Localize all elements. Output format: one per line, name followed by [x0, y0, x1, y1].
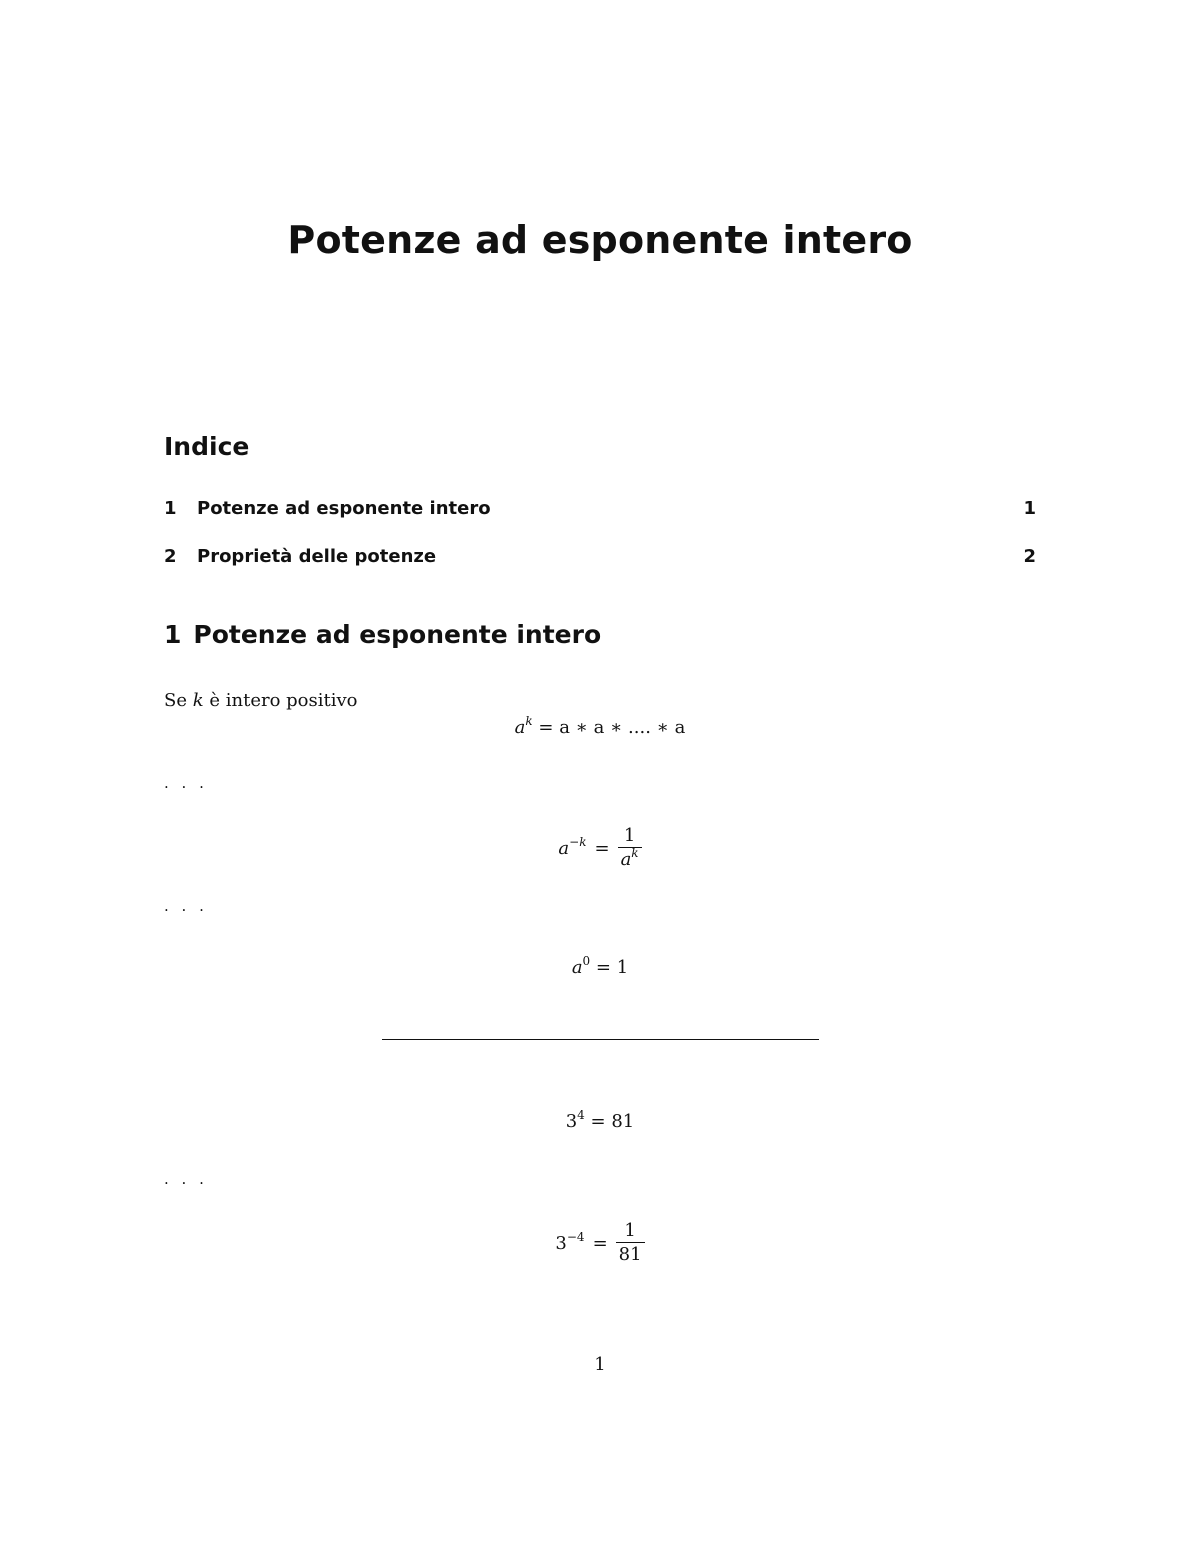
toc-entry-page[interactable]: 1 [1023, 498, 1036, 519]
toc-entry-title[interactable]: Proprietà delle potenze [197, 546, 437, 567]
toc-entry-number: 1 [164, 498, 177, 519]
section-title: Potenze ad esponente intero [193, 620, 602, 649]
section-number: 1 [164, 620, 182, 649]
formula-zero-exponent [0, 954, 1200, 978]
equals-sign: = [592, 1232, 608, 1254]
fraction [618, 826, 642, 870]
formula-exponent: 0 [582, 954, 591, 968]
ellipsis: . . . [164, 1170, 208, 1188]
formula-base: a [558, 837, 570, 859]
document-title: Potenze ad esponente intero [287, 218, 913, 262]
formula-base: 3 [555, 1232, 567, 1254]
formula-base: a [571, 957, 583, 978]
formula-negative-exponent [0, 826, 1200, 870]
formula-exponent: k [631, 845, 639, 860]
fraction-numerator: 1 [623, 825, 636, 846]
toc-entry-number: 2 [164, 546, 177, 567]
toc-heading: Indice [164, 432, 250, 461]
formula-base: 3 [565, 1111, 578, 1132]
intro-paragraph [164, 690, 357, 711]
formula-exponent: k [525, 714, 533, 728]
toc-entry-title[interactable]: Potenze ad esponente intero [197, 498, 491, 519]
toc-entry[interactable] [164, 546, 1036, 572]
intro-text-start: Se [164, 690, 193, 711]
formula-example-positive [0, 1108, 1200, 1132]
section-heading [164, 620, 601, 649]
formula-base: a [514, 717, 526, 738]
formula-positive-exponent [0, 714, 1200, 738]
fraction-denominator: 81 [616, 1242, 645, 1266]
ellipsis: . . . [164, 774, 208, 792]
horizontal-rule [382, 1039, 819, 1040]
formula-rhs: = a ∗ a ∗ .... ∗ a [538, 717, 686, 738]
variable-k: k [192, 690, 204, 711]
formula-example-negative [0, 1221, 1200, 1265]
formula-base: a [620, 848, 632, 870]
page-number: 1 [594, 1354, 606, 1375]
ellipsis: . . . [164, 897, 208, 915]
formula-exponent: −4 [566, 1229, 585, 1244]
formula-exponent: −k [569, 834, 587, 849]
fraction-denominator [618, 847, 642, 871]
formula-exponent: 4 [577, 1108, 585, 1122]
intro-text-end: è intero positivo [203, 690, 358, 711]
toc-entry[interactable] [164, 498, 1036, 524]
formula-rhs: = 1 [595, 957, 629, 978]
fraction [616, 1221, 645, 1265]
fraction-numerator: 1 [624, 1220, 636, 1241]
toc-entry-page[interactable]: 2 [1023, 546, 1036, 567]
formula-rhs: = 81 [590, 1111, 635, 1132]
equals-sign: = [594, 837, 610, 859]
